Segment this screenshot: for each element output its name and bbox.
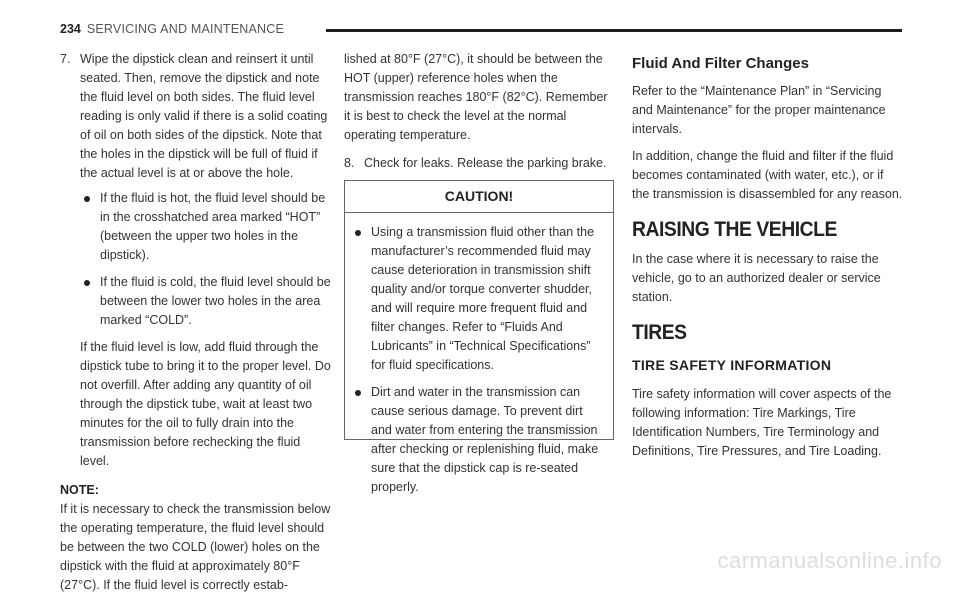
raising-paragraph: In the case where it is necessary to raise the vehicle, go to an authorized dealer or service station. [632,252,881,304]
tire-safety-heading: TIRE SAFETY INFORMATION [632,357,832,373]
page-header [60,22,902,42]
page-number: 234 [60,22,81,36]
step-7 [60,50,332,183]
watermark: carmanualsonline.info [717,548,942,573]
step-text: Check for leaks. Release the parking brake. [364,156,607,170]
step-number: 8. [344,156,355,170]
note-label: NOTE: [60,483,99,497]
caution-item [353,383,603,497]
step-text: Wipe the dipstick clean and reinsert it until seated. Then, remove the dipstick and note the fluid level on both sides. The fluid level reading is only valid if there is a solid coating of oil on both sides of the dipstick. Note that the holes in the dipstick will be full of fluid if the actual level is at or above the hole. [80,52,328,180]
bullet-dot [84,196,90,202]
caution-text: Using a transmission fluid other than the manufacturer’s recommended fluid may cause deterioration in transmission shift quality and/or torque converter shudder, and will require more frequent fluid and filter changes. Refer to “Fluids And Lubricants” in “Technical Specifications” for fluid specifications. [371,225,595,372]
continuation-paragraph: lished at 80°F (27°C), it should be between the HOT (upper) reference holes when the transmission reaches 180°F (82°C). Remember it is best to check the level at the normal operating temperature. [344,52,608,142]
raising-vehicle-heading: RAISING THE VEHICLE [632,218,837,241]
fluid-filter-heading: Fluid And Filter Changes [632,55,809,72]
tire-safety-paragraph: Tire safety information will cover aspects of the following information: Tire Markings, Tire Identification Numbers, Tire Terminology and Definitions, Tire Pressures, and Tire Loading. [632,387,892,458]
bullet-cold [80,273,332,330]
column-middle [344,50,616,173]
caution-text: Dirt and water in the transmission can cause serious damage. To prevent dirt and water from entering the transmission after checking or replenishing fluid, make sure that the dipstick cap is re-seated properly. [371,385,599,494]
fluid-paragraph-2: In addition, change the fluid and filter if the fluid becomes contaminated (with water, etc.), or if the transmission is disassembled for any reason. [632,149,903,201]
bullet-text: If the fluid is hot, the fluid level should be in the crosshatched area marked “HOT” (between the upper two holes in the dipstick). [100,191,326,262]
step-8 [344,154,616,173]
caution-item [353,223,603,375]
header-rule [326,29,902,32]
column-left [60,50,332,595]
section-title: SERVICING AND MAINTENANCE [86,22,285,36]
bullet-dot [355,230,361,236]
bullet-dot [355,390,361,396]
bullet-dot [84,280,90,286]
caution-title: CAUTION! [345,181,613,213]
bullet-text: If the fluid is cold, the fluid level should be between the lower two holes in the area marked “COLD”. [100,275,331,327]
note-text: If it is necessary to check the transmission below the operating temperature, the fluid level should be between the two COLD (lower) holes on the dipstick with the fluid at approximately 80°F (27°C). If the fluid level is correctly estab- [60,502,331,592]
bullet-hot [80,189,332,265]
tires-heading: TIRES [632,321,687,344]
caution-box [344,180,614,494]
step-number: 7. [60,52,71,66]
low-fluid-paragraph: If the fluid level is low, add fluid through the dipstick tube to bring it to the proper level. Do not overfill. After adding any quantity of oil through the dipstick tube, wait at least two minutes for the oil to fully drain into the transmission before rechecking the fluid level. [80,340,331,468]
column-right [632,50,904,461]
fluid-paragraph-1: Refer to the “Maintenance Plan” in “Servicing and Maintenance” for the proper maintenance intervals. [632,84,886,136]
